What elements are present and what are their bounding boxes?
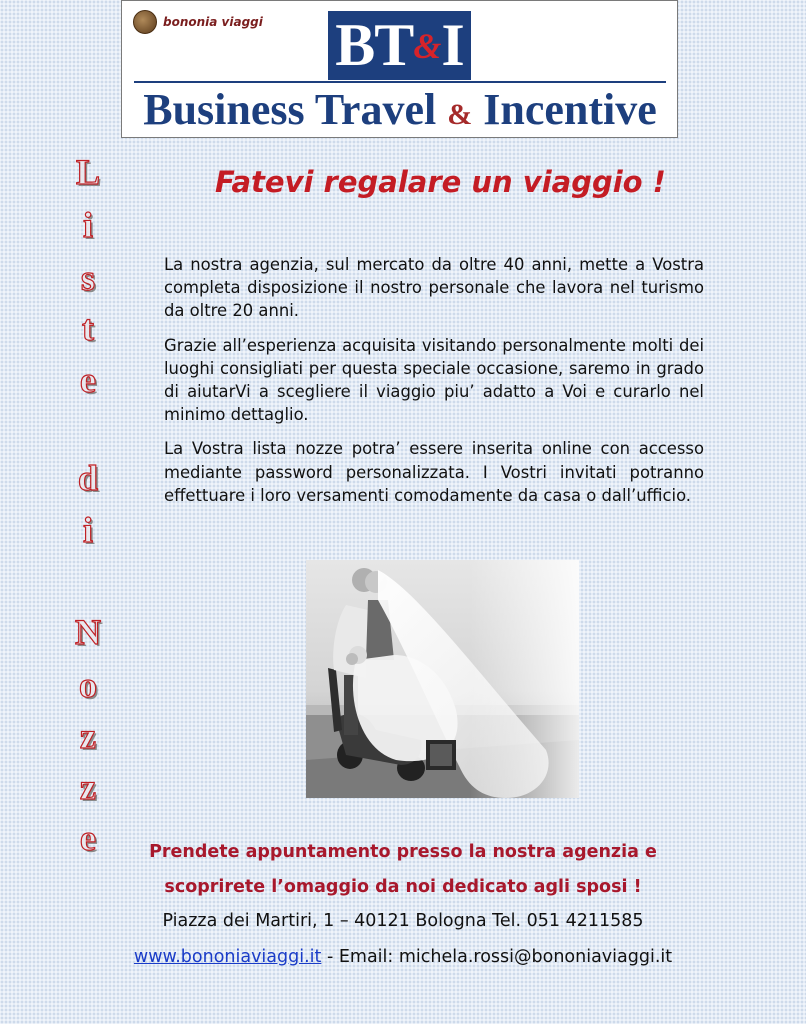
vertical-letter: e bbox=[80, 360, 96, 400]
vertical-letter: i bbox=[82, 205, 93, 245]
email-text: Email: michela.rossi@bononiaviaggi.it bbox=[338, 947, 673, 967]
body-paragraph-2: Grazie all’esperienza acquisita visitando personalmente molti dei luoghi consigliati per questa speciale occasione, saremo in grado di aiutarVi a scegliere il viaggio piu’ adatto a Voi e curarlo nel minimo dettaglio. bbox=[164, 335, 704, 425]
contact-separator: - bbox=[321, 947, 339, 967]
headline: Fatevi regalare un viaggio ! bbox=[215, 165, 666, 199]
address: Piazza dei Martiri, 1 – 40121 Bologna Tel. 051 4211585 bbox=[162, 911, 644, 931]
brand-name bbox=[132, 85, 668, 140]
brand-name-part2: Incentive bbox=[472, 85, 657, 134]
seal-icon bbox=[133, 10, 157, 34]
vertical-letter: z bbox=[80, 716, 96, 756]
logo-mark-bt: BT bbox=[335, 12, 414, 78]
brand-name-amp: & bbox=[447, 98, 473, 131]
vertical-letter: s bbox=[80, 258, 95, 298]
brand-name-part1: Business Travel bbox=[143, 85, 448, 134]
website-link[interactable]: www.bononiaviaggi.it bbox=[133, 947, 322, 967]
wedding-photo bbox=[306, 560, 579, 798]
contact-line bbox=[60, 947, 746, 967]
vertical-letter: o bbox=[79, 665, 97, 705]
body-text bbox=[164, 253, 704, 518]
small-brand-name: bononia viaggi bbox=[163, 15, 263, 29]
vertical-letter: z bbox=[80, 767, 96, 807]
cta-line-2: scoprirete l’omaggio da noi dedicato agli sposi ! bbox=[164, 877, 642, 897]
cta-line-1: Prendete appuntamento presso la nostra agenzia e bbox=[149, 842, 657, 862]
header-logo-box bbox=[121, 0, 678, 138]
vertical-letter: e bbox=[80, 818, 96, 858]
logo-rule bbox=[134, 81, 666, 83]
vertical-letter: t bbox=[82, 308, 94, 348]
wedding-scooter-illustration bbox=[306, 560, 579, 798]
vertical-letter: d bbox=[77, 458, 99, 498]
logo-mark-amp: & bbox=[413, 25, 442, 66]
bti-logo-mark bbox=[328, 11, 471, 80]
body-paragraph-1: La nostra agenzia, sul mercato da oltre 40 anni, mette a Vostra completa disposizione il nostro personale che lavora nel turismo da oltre 20 anni. bbox=[164, 255, 704, 321]
vertical-letter: N bbox=[75, 612, 101, 652]
vertical-letter: i bbox=[82, 510, 93, 550]
small-brand bbox=[133, 10, 263, 34]
vertical-letter: L bbox=[75, 152, 100, 192]
logo-mark-i: I bbox=[441, 12, 464, 78]
body-paragraph-3: La Vostra lista nozze potra’ essere inserita online con accesso mediante password personalizzata. I Vostri invitati potranno effettuare i loro versamenti comodamente da casa o dall’ufficio. bbox=[164, 439, 704, 505]
